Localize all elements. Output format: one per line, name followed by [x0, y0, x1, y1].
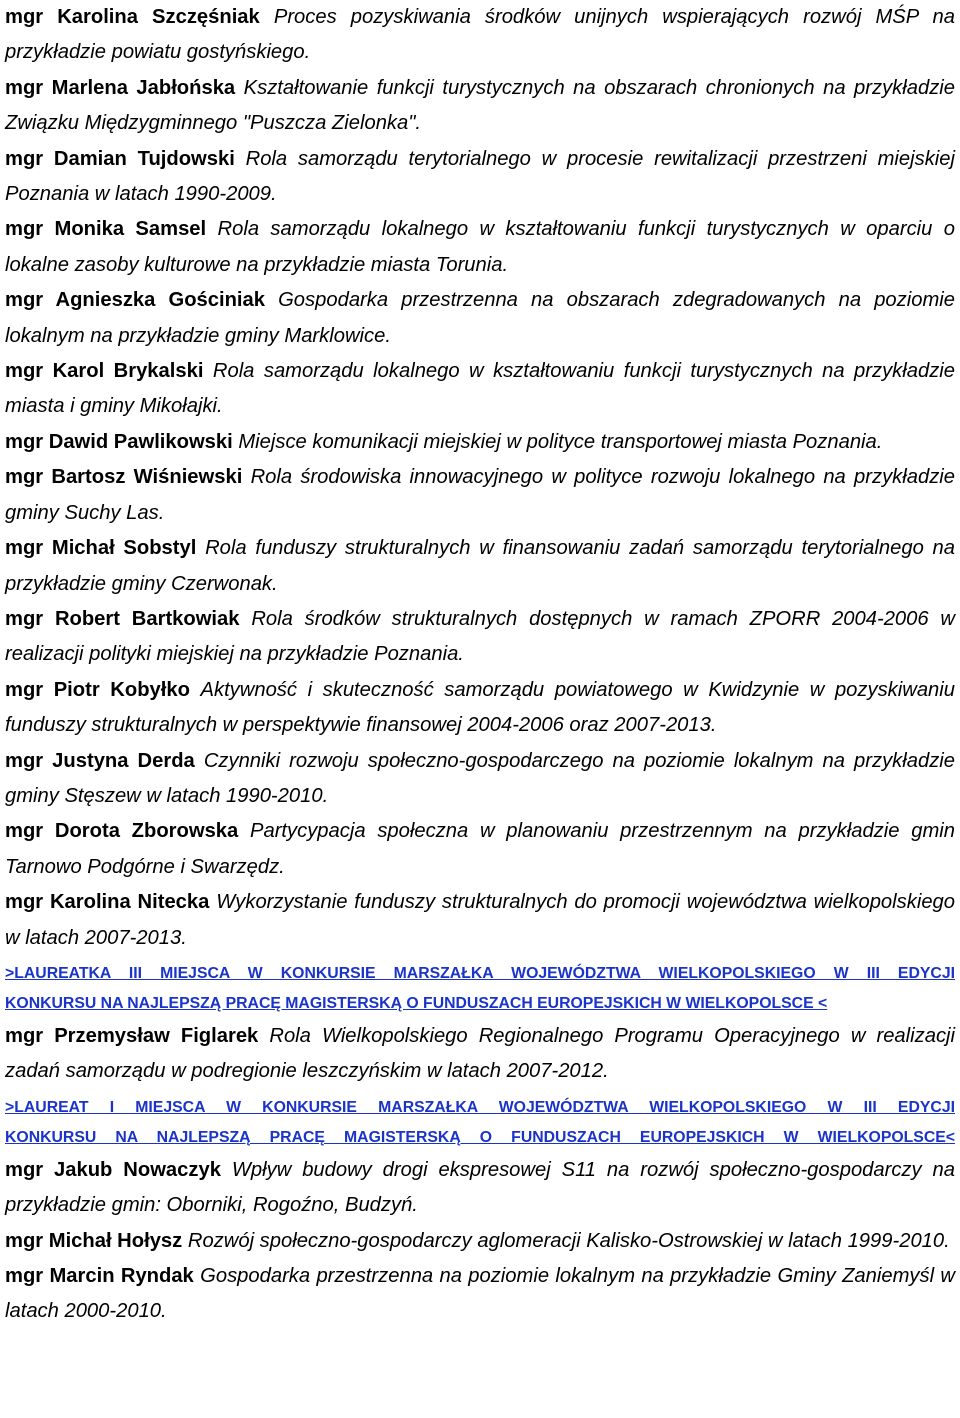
thesis-entry — [5, 283, 955, 354]
author-name: mgr Dorota Zborowska — [5, 820, 239, 843]
thesis-title: Rozwój społeczno-gospodarczy aglomeracji Kalisko-Ostrowskiej w latach 1999-2010. — [187, 1229, 950, 1252]
award-link-third-place[interactable] — [5, 959, 955, 1019]
thesis-entry — [5, 142, 955, 213]
thesis-entry — [5, 71, 955, 142]
author-name: mgr Karolina Szczęśniak — [5, 6, 260, 28]
author-name: mgr Monika Samsel — [5, 218, 207, 241]
thesis-title: Partycypacja społeczna w planowaniu przestrzennym na przykładzie gmin Tarnowo Podgórne i Swarzędz. — [5, 820, 955, 878]
author-name: mgr Bartosz Wiśniewski — [5, 466, 243, 489]
thesis-title: Miejsce komunikacji miejskiej w polityce transportowej miasta Poznania. — [238, 430, 883, 453]
thesis-entry — [5, 1019, 955, 1090]
thesis-title: Rola funduszy strukturalnych w finansowaniu zadań samorządu terytorialnego na przykładzie gminy Czerwonak. — [5, 537, 955, 595]
award-link-first-place[interactable] — [5, 1093, 955, 1153]
thesis-entry — [5, 531, 955, 602]
thesis-title: Gospodarka przestrzenna na obszarach zdegradowanych na poziomie lokalnym na przykładzie gminy Marklowice. — [5, 289, 955, 347]
thesis-entry — [5, 1224, 955, 1259]
author-name: mgr Damian Tujdowski — [5, 147, 235, 170]
thesis-title: Wpływ budowy drogi ekspresowej S11 na rozwój społeczno-gospodarczy na przykładzie gmin: Oborniki, Rogoźno, Budzyń. — [5, 1158, 955, 1217]
thesis-entry — [5, 1259, 955, 1330]
thesis-title: Kształtowanie funkcji turystycznych na obszarach chronionych na przykładzie Związku Międzygminnego "Puszcza Zielonka". — [5, 76, 956, 135]
author-name: mgr Michał Sobstyl — [5, 537, 197, 560]
award-link-line[interactable]: >LAUREATKA III MIEJSCA W KONKURSIE MARSZAŁKA WOJEWÓDZTWA WIELKOPOLSKIEGO W III EDYCJI — [5, 964, 955, 982]
thesis-entry — [5, 0, 955, 71]
thesis-entry — [5, 744, 955, 815]
thesis-title: Rola samorządu lokalnego w kształtowaniu funkcji turystycznych na przykładzie miasta i gminy Mikołajki. — [5, 360, 956, 418]
award-link-line[interactable]: >LAUREAT I MIEJSCA W KONKURSIE MARSZAŁKA WOJEWÓDZTWA WIELKOPOLSKIEGO W III EDYCJI — [5, 1098, 955, 1116]
thesis-title: Rola środowiska innowacyjnego w polityce rozwoju lokalnego na przykładzie gminy Suchy Las. — [5, 466, 955, 524]
author-name: mgr Przemysław Figlarek — [5, 1024, 259, 1047]
award-link-line[interactable]: KONKURSU NA NAJLEPSZĄ PRACĘ MAGISTERSKĄ O FUNDUSZACH EUROPEJSKICH W WIELKOPOLSCE < — [5, 994, 828, 1012]
thesis-title: Rola środków strukturalnych dostępnych w ramach ZPORR 2004-2006 w realizacji polityki miejskiej na przykładzie Poznania. — [5, 607, 955, 666]
thesis-entry — [5, 814, 955, 885]
author-name: mgr Piotr Kobyłko — [5, 678, 190, 701]
author-name: mgr Marlena Jabłońska — [5, 76, 236, 99]
thesis-title: Rola Wielkopolskiego Regionalnego Programu Operacyjnego w realizacji zadań samorządu w podregionie leszczyńskim w latach 2007-2012. — [5, 1024, 956, 1083]
thesis-title: Aktywność i skuteczność samorządu powiatowego w Kwidzynie w pozyskiwaniu funduszy strukturalnych w perspektywie finansowej 2004-2006 oraz 2007-2013. — [5, 678, 956, 737]
author-name: mgr Dawid Pawlikowski — [5, 430, 233, 453]
author-name: mgr Karolina Nitecka — [5, 891, 210, 914]
thesis-title: Proces pozyskiwania środków unijnych wspierających rozwój MŚP na przykładzie powiatu gostyńskiego. — [5, 6, 956, 64]
thesis-title: Rola samorządu lokalnego w kształtowaniu funkcji turystycznych w oparciu o lokalne zasoby kulturowe na przykładzie miasta Torunia. — [5, 218, 956, 276]
thesis-entry — [5, 212, 955, 283]
thesis-title: Rola samorządu terytorialnego w procesie rewitalizacji przestrzeni miejskiej Poznania w latach 1990-2009. — [5, 147, 955, 206]
author-name: mgr Karol Brykalski — [5, 360, 204, 383]
thesis-entry — [5, 460, 955, 531]
author-name: mgr Jakub Nowaczyk — [5, 1158, 221, 1181]
author-name: mgr Michał Hołysz — [5, 1229, 183, 1252]
thesis-entry — [5, 425, 955, 460]
author-name: mgr Agnieszka Gościniak — [5, 289, 265, 312]
thesis-entry — [5, 1153, 955, 1224]
thesis-title: Czynniki rozwoju społeczno-gospodarczego na poziomie lokalnym na przykładzie gminy Stęszew w latach 1990-2010. — [5, 749, 956, 807]
thesis-title: Wykorzystanie funduszy strukturalnych do promocji województwa wielkopolskiego w latach 2007-2013. — [5, 891, 956, 949]
thesis-entry — [5, 885, 955, 956]
author-name: mgr Robert Bartkowiak — [5, 607, 240, 630]
award-link-line[interactable]: KONKURSU NA NAJLEPSZĄ PRACĘ MAGISTERSKĄ O FUNDUSZACH EUROPEJSKICH W WIELKOPOLSCE< — [5, 1128, 955, 1146]
author-name: mgr Justyna Derda — [5, 749, 195, 772]
author-name: mgr Marcin Ryndak — [5, 1265, 194, 1287]
thesis-entry — [5, 673, 955, 744]
thesis-entry — [5, 602, 955, 673]
thesis-entry — [5, 354, 955, 425]
thesis-title: Gospodarka przestrzenna na poziomie lokalnym na przykładzie Gminy Zaniemyśl w latach 2000-2010. — [5, 1265, 955, 1323]
